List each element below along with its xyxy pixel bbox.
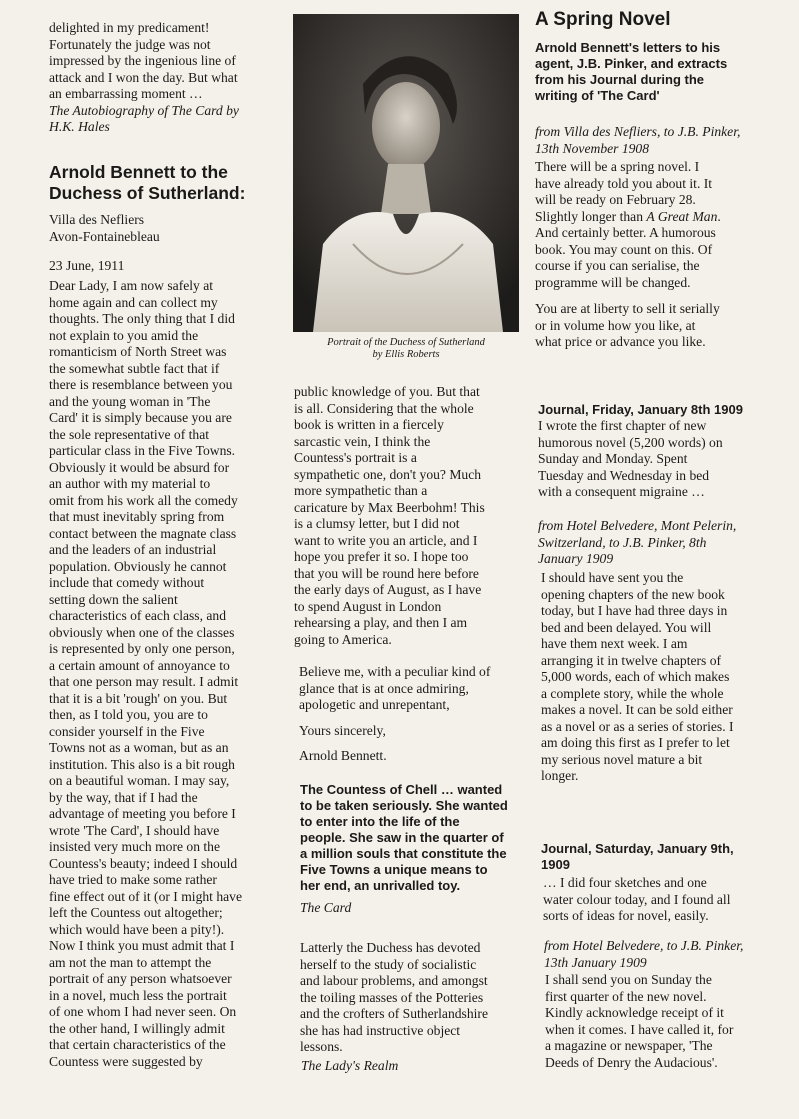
- body-line: and labour problems, and amongst: [300, 973, 488, 988]
- body-line: that it is a bit 'rough' on you. But: [49, 690, 228, 706]
- body-line: [535, 192, 721, 209]
- letter3-heading: [544, 938, 743, 971]
- letter3-body: [545, 972, 733, 1071]
- body-line: advantage of meeting you before I: [49, 806, 236, 821]
- body-line: makes a novel. It can be sold either: [541, 702, 733, 717]
- body-line: You are at liberty to sell it serially: [535, 301, 720, 316]
- caption-line: Portrait of the Duchess of Sutherland: [327, 337, 485, 348]
- body-line: an author with my material to: [49, 476, 211, 491]
- body-line: Obviously it would be absurd for: [49, 459, 230, 475]
- address-line: Villa des Nefliers: [49, 212, 145, 227]
- body-line: contact between the magnate class: [49, 525, 237, 541]
- body-line: with a consequent migraine …: [538, 484, 705, 499]
- letter1-body: [535, 159, 721, 291]
- body-line: Countess's beauty; indeed I should: [49, 855, 238, 871]
- body-line: rehearsing a play, and then I am: [294, 615, 468, 630]
- letter1-heading: [535, 124, 740, 157]
- body-line: I should have sent you the: [541, 570, 684, 585]
- body-line: Countess's portrait is a: [294, 450, 417, 465]
- letter-address: [49, 212, 160, 245]
- excerpt-line: delighted in my predicament!: [49, 20, 210, 35]
- body-line: by the way, that if I had the: [49, 789, 198, 805]
- text-segment: And certainly better. A humorous: [535, 225, 716, 240]
- body-line: arranging it in twelve chapters of: [541, 652, 722, 668]
- body-line: I wrote the first chapter of new: [538, 418, 707, 433]
- body-line: hope you prefer it so. I hope too: [294, 549, 469, 564]
- body-line: is represented by only one person,: [49, 641, 235, 656]
- closing-line: glance that is at once admiring,: [299, 680, 469, 696]
- journal1-heading: Journal, Friday, January 8th 1909: [538, 402, 743, 417]
- letter-heading-line: from Hotel Belvedere, to J.B. Pinker,: [544, 938, 744, 953]
- quote-line: to enter into the life of the: [300, 814, 460, 829]
- letter2-heading: [538, 518, 736, 568]
- quote-line: her end, an unrivalled toy.: [300, 878, 461, 893]
- body-line: there is resemblance between you: [49, 377, 233, 392]
- body-line: [535, 275, 721, 292]
- body-line: the somewhat subtle fact that if: [49, 360, 220, 376]
- closing-line: Believe me, with a peculiar kind of: [299, 664, 491, 679]
- text-segment: programme will be changed.: [535, 274, 691, 290]
- body-line: in a novel, much less the portrait: [49, 987, 227, 1003]
- body-line: want to write you an article, and I: [294, 532, 478, 548]
- body-line: 5,000 words, each of which makes: [541, 669, 730, 684]
- body-line: romanticism of North Street was: [49, 344, 227, 359]
- body-line: consider yourself in the Five: [49, 723, 205, 739]
- body-line: longer.: [541, 768, 579, 783]
- journal-heading-line: 1909: [541, 857, 570, 872]
- section-subtitle: [535, 40, 727, 104]
- journal2-body: [543, 875, 730, 925]
- body-line: Tuesday and Wednesday in bed: [538, 467, 710, 483]
- body-line: Sunday and Monday. Spent: [538, 451, 688, 466]
- body-line: Deeds of Denry the Audacious'.: [545, 1054, 718, 1070]
- journal1-body: [538, 418, 723, 501]
- body-line: opening chapters of the new book: [541, 586, 725, 602]
- autobiography-excerpt: [49, 20, 239, 136]
- subtitle-line: writing of 'The Card': [535, 88, 660, 103]
- duchess-portrait: [293, 14, 519, 332]
- latterly-paragraph: [300, 940, 488, 1056]
- body-line: I shall send you on Sunday the: [545, 972, 712, 987]
- body-line: Now I think you must admit that I: [49, 938, 235, 953]
- body-line: [535, 159, 721, 176]
- body-line: a magazine or newspaper, 'The: [545, 1038, 713, 1053]
- body-line: Dear Lady, I am now safely at: [49, 278, 214, 293]
- body-line: sarcastic vein, I think the: [294, 433, 431, 449]
- body-line: is a clumsy letter, but I did not: [294, 516, 460, 531]
- body-line: public knowledge of you. But that: [294, 384, 480, 399]
- letter1-body-continued: [535, 301, 720, 351]
- body-line: caricature by Max Beerbohm! This: [294, 499, 485, 515]
- section-title: A Spring Novel: [535, 9, 671, 30]
- body-line: setting down the salient: [49, 591, 178, 607]
- letter-closing: [299, 664, 490, 714]
- body-line: the other hand, I willingly admit: [49, 1020, 225, 1036]
- quote-line: The Countess of Chell … wanted: [300, 782, 503, 797]
- body-line: population. Obviously he cannot: [49, 558, 227, 574]
- body-line: obviously when one of the classes: [49, 624, 235, 640]
- body-line: first quarter of the new novel.: [545, 988, 707, 1004]
- letter-heading-line: Switzerland, to J.B. Pinker, 8th: [538, 534, 707, 550]
- body-line: a certain amount of annoyance to: [49, 657, 230, 673]
- heading-line: Arnold Bennett to the: [49, 162, 228, 182]
- body-line: then, as I told you, you are to: [49, 707, 208, 722]
- body-line: that must inevitably spring from: [49, 509, 225, 524]
- body-line: the sole representative of that: [49, 426, 210, 442]
- letter-heading-line: from Villa des Nefliers, to J.B. Pinker,: [535, 124, 741, 139]
- body-line: to spend August in London: [294, 598, 442, 614]
- body-line: particular class in the Five Towns.: [49, 443, 236, 458]
- body-line: [535, 176, 721, 193]
- body-line: when it comes. I have called it, for: [545, 1021, 734, 1037]
- body-line: have them next week. I am: [541, 636, 688, 651]
- portrait-caption: [293, 337, 519, 361]
- body-line: [535, 209, 721, 226]
- body-line: Card' it is simply because you are: [49, 410, 232, 425]
- body-line: am not the man to attempt the: [49, 954, 212, 970]
- body-line: my serious novel mature a bit: [541, 751, 703, 767]
- excerpt-line: H.K. Hales: [49, 119, 110, 134]
- body-line: book is written in a fiercely: [294, 417, 444, 432]
- body-line: [535, 258, 721, 275]
- body-line: insisted very much more on the: [49, 839, 221, 854]
- body-line: thoughts. The only thing that I did: [49, 311, 235, 326]
- quote-line: people. She saw in the quarter of: [300, 830, 504, 845]
- body-line: going to America.: [294, 631, 392, 647]
- body-line: the toiling masses of the Potteries: [300, 989, 484, 1005]
- text-segment: course if you can serialise, the: [535, 258, 700, 273]
- excerpt-line: attack and I won the day. But what: [49, 69, 238, 85]
- body-line: what price or advance you like.: [535, 334, 706, 349]
- caption-line: by Ellis Roberts: [372, 349, 440, 360]
- journal-heading-line: Journal, Saturday, January 9th,: [541, 841, 734, 856]
- body-line: [535, 225, 721, 242]
- text-segment: A Great Man: [646, 208, 718, 224]
- body-line: and the crofters of Sutherlandshire: [300, 1006, 488, 1021]
- excerpt-line: an embarrassing moment …: [49, 86, 203, 101]
- quote-line: a million souls that constitute the: [300, 846, 507, 861]
- body-line: that you will be round here before: [294, 565, 479, 581]
- subtitle-line: Arnold Bennett's letters to his: [535, 40, 721, 55]
- excerpt-line: The Autobiography of The Card by: [49, 102, 239, 118]
- body-line: Latterly the Duchess has devoted: [300, 940, 481, 955]
- closing-line: apologetic and unrepentant,: [299, 697, 450, 712]
- letter-heading-line: 13th November 1908: [535, 140, 650, 156]
- body-line: the early days of August, as I have: [294, 582, 482, 597]
- body-line: lessons.: [300, 1039, 343, 1054]
- quote-source: The Card: [300, 900, 352, 915]
- text-segment: .: [717, 208, 721, 224]
- body-line: today, but I have had three days in: [541, 603, 728, 618]
- letter-heading-line: 13th January 1909: [544, 954, 647, 970]
- excerpt-line: Fortunately the judge was not: [49, 36, 211, 52]
- body-line: Towns not as a woman, but as an: [49, 740, 229, 755]
- letter-continuation: [294, 384, 485, 648]
- body-line: portrait of any person whatsoever: [49, 971, 232, 986]
- letter-heading: [49, 162, 245, 204]
- text-segment: There will be a spring novel. I: [535, 159, 700, 174]
- body-line: as a novel or as a series of stories. I: [541, 718, 734, 734]
- body-line: that one person may result. I admit: [49, 674, 239, 689]
- body-line: sorts of ideas for novel, easily.: [543, 908, 709, 923]
- body-line: which would have been a pity!).: [49, 921, 225, 937]
- body-line: characteristics of each class, and: [49, 608, 227, 623]
- body-line: a complete story, while the whole: [541, 685, 724, 701]
- body-line: on a beautiful woman. I may say,: [49, 773, 230, 788]
- text-segment: book. You may count on this. Of: [535, 241, 713, 257]
- body-line: sympathetic one, don't you? Much: [294, 466, 482, 482]
- body-line: bed and been delayed. You will: [541, 619, 712, 635]
- body-line: am doing this first as I prefer to let: [541, 735, 730, 750]
- body-line: herself to the study of socialistic: [300, 956, 477, 972]
- text-segment: Slightly longer than: [535, 208, 647, 224]
- body-line: water colour today, and I found all: [543, 891, 731, 907]
- heading-line: Duchess of Sutherland:: [49, 183, 246, 203]
- body-line: and the young woman in 'The: [49, 393, 211, 409]
- body-line: Countess were suggested by: [49, 1053, 203, 1069]
- body-line: Kindly acknowledge receipt of it: [545, 1005, 724, 1020]
- journal2-heading: [541, 841, 734, 873]
- letter-body: [49, 278, 242, 1070]
- subtitle-line: from his Journal during the: [535, 72, 705, 87]
- yours-sincerely: Yours sincerely,: [299, 723, 386, 738]
- letter-heading-line: January 1909: [538, 551, 614, 566]
- body-line: have tried to make some rather: [49, 872, 217, 887]
- subtitle-line: agent, J.B. Pinker, and extracts: [535, 56, 728, 71]
- body-line: she has had instructive object: [300, 1022, 461, 1038]
- body-line: institution. This also is a bit rough: [49, 756, 235, 772]
- body-line: humorous novel (5,200 words) on: [538, 434, 723, 450]
- letter-heading-line: from Hotel Belvedere, Mont Pelerin,: [538, 518, 737, 533]
- body-line: [535, 242, 721, 259]
- body-line: home again and can collect my: [49, 294, 218, 310]
- text-segment: will be ready on February 28.: [535, 192, 696, 207]
- body-line: fine effect out of it (or I might have: [49, 888, 243, 904]
- body-line: that certain characteristics of the: [49, 1037, 226, 1052]
- body-line: of one whom I had never seen. On: [49, 1004, 237, 1019]
- latterly-source: The Lady's Realm: [301, 1058, 399, 1073]
- quote-line: Five Towns a unique means to: [300, 862, 488, 877]
- quote-line: to be taken seriously. She wanted: [300, 798, 508, 813]
- text-segment: have already told you about it. It: [535, 175, 713, 191]
- card-quote: [300, 782, 508, 894]
- body-line: … I did four sketches and one: [543, 875, 707, 890]
- body-line: wrote 'The Card', I should have: [49, 822, 220, 838]
- body-line: is all. Considering that the whole: [294, 400, 474, 416]
- body-line: or in volume how you like, at: [535, 317, 696, 333]
- address-line: Avon-Fontainebleau: [49, 228, 160, 244]
- excerpt-line: impressed by the ingenious line of: [49, 53, 236, 68]
- body-line: include that comedy without: [49, 575, 205, 590]
- letter-date: 23 June, 1911: [49, 258, 125, 273]
- body-line: not explain to you amid the: [49, 327, 199, 343]
- signature: Arnold Bennett.: [299, 748, 387, 763]
- letter2-body: [541, 570, 734, 785]
- body-line: omit from his work all the comedy: [49, 492, 238, 508]
- body-line: more sympathetic than a: [294, 483, 428, 498]
- body-line: left the Countess out altogether;: [49, 905, 223, 920]
- body-line: and the leaders of an industrial: [49, 542, 217, 557]
